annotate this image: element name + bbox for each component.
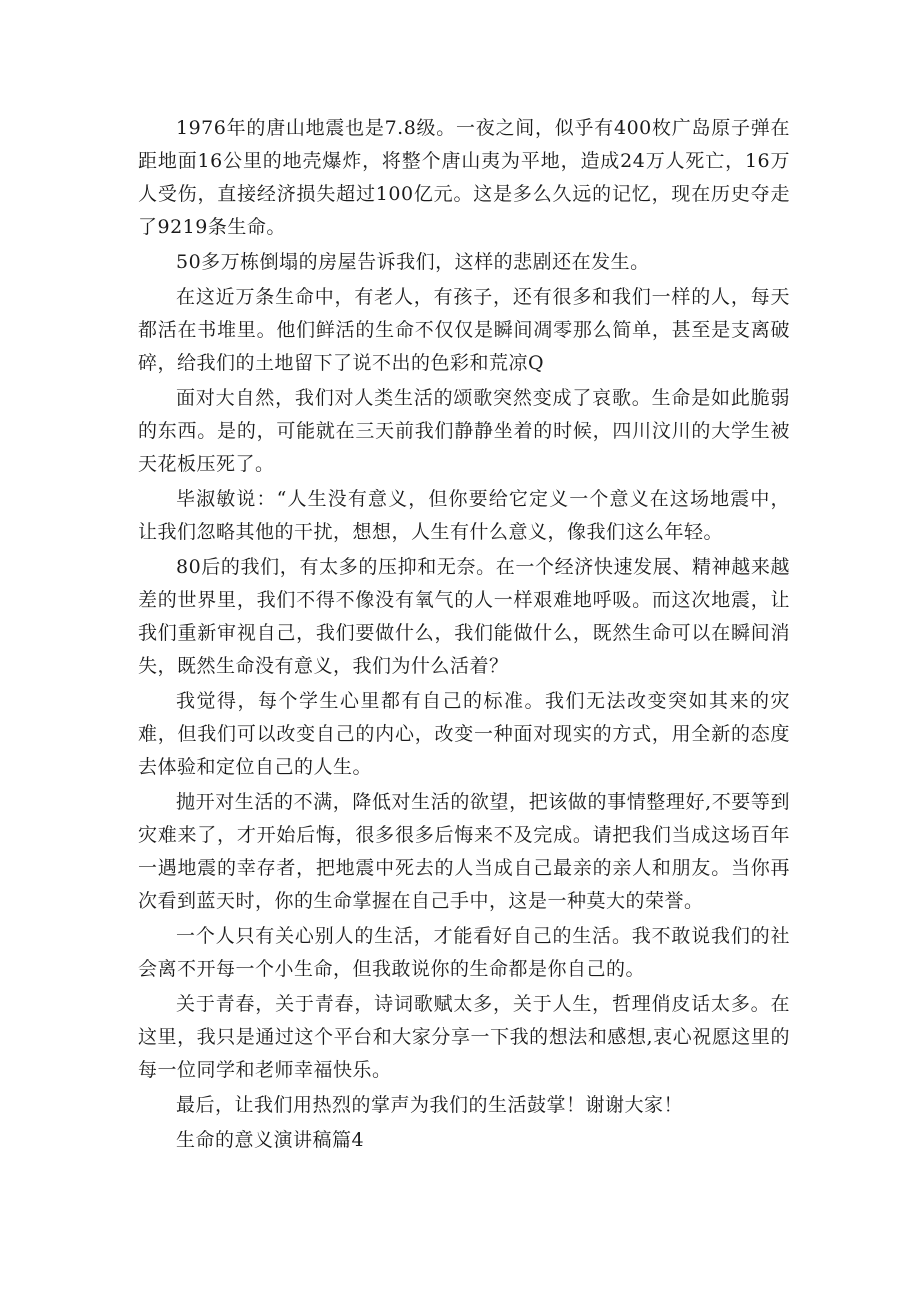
paragraph: 50多万栋倒塌的房屋告诉我们，这样的悲剧还在发生。 <box>176 251 650 273</box>
paragraph: 一个人只有关心别人的生活，才能看好自己的生活。我不敢说我们的社会离不开每一个小生命，但我敢说你的生命都是你自己的。 <box>138 925 790 980</box>
paragraph: 在这近万条生命中，有老人，有孩子，还有很多和我们一样的人，每天都活在书堆里。他们鲜活的生命不仅仅是瞬间凋零那么简单，甚至是支离破碎，给我们的土地留下了说不出的色彩和荒凉Q <box>138 286 790 374</box>
document-body <box>138 112 790 1157</box>
paragraph: 关于青春，关于青春，诗词歌赋太多，关于人生，哲理俏皮话太多。在这里，我只是通过这个平台和大家分享一下我的想法和感想,衷心祝愿这里的每一位同学和老师幸福快乐。 <box>138 993 790 1081</box>
paragraph: 抛开对生活的不满，降低对生活的欲望，把该做的事情整理好,不要等到灾难来了，才开始后悔，很多很多后悔来不及完成。请把我们当成这场百年一遇地震的幸存者，把地震中死去的人当成自己最亲的亲人和朋友。当你再次看到蓝天时，你的生命掌握在自己手中，这是一种莫大的荣誉。 <box>138 791 790 912</box>
paragraph: 毕淑敏说：“人生没有意义，但你要给它定义一个意义在这场地震中，让我们忽略其他的干扰，想想，人生有什么意义，像我们这么年轻。 <box>138 488 790 543</box>
paragraph: 1976年的唐山地震也是7.8级。一夜之间，似乎有400枚广岛原子弹在距地面16公里的地壳爆炸，将整个唐山夷为平地，造成24万人死亡，16万人受伤，直接经济损失超过100亿元。这是多么久远的记忆，现在历史夺走了9219条生命。 <box>138 117 790 238</box>
paragraph: 我觉得，每个学生心里都有自己的标准。我们无法改变突如其来的灾难，但我们可以改变自己的内心，改变一种面对现实的方式，用全新的态度去体验和定位自己的人生。 <box>138 690 790 778</box>
paragraph: 面对大自然，我们对人类生活的颂歌突然变成了哀歌。生命是如此脆弱的东西。是的，可能就在三天前我们静静坐着的时候，四川汶川的大学生被天花板压死了。 <box>138 387 790 475</box>
section-heading: 生命的意义演讲稿篇4 <box>176 1129 365 1151</box>
paragraph: 80后的我们，有太多的压抑和无奈。在一个经济快速发展、精神越来越差的世界里，我们不得不像没有氧气的人一样艰难地呼吸。而这次地震，让我们重新审视自己，我们要做什么，我们能做什么，既然生命可以在瞬间消失，既然生命没有意义，我们为什么活着？ <box>138 556 790 677</box>
paragraph: 最后，让我们用热烈的掌声为我们的生活鼓掌！谢谢大家！ <box>176 1094 684 1116</box>
